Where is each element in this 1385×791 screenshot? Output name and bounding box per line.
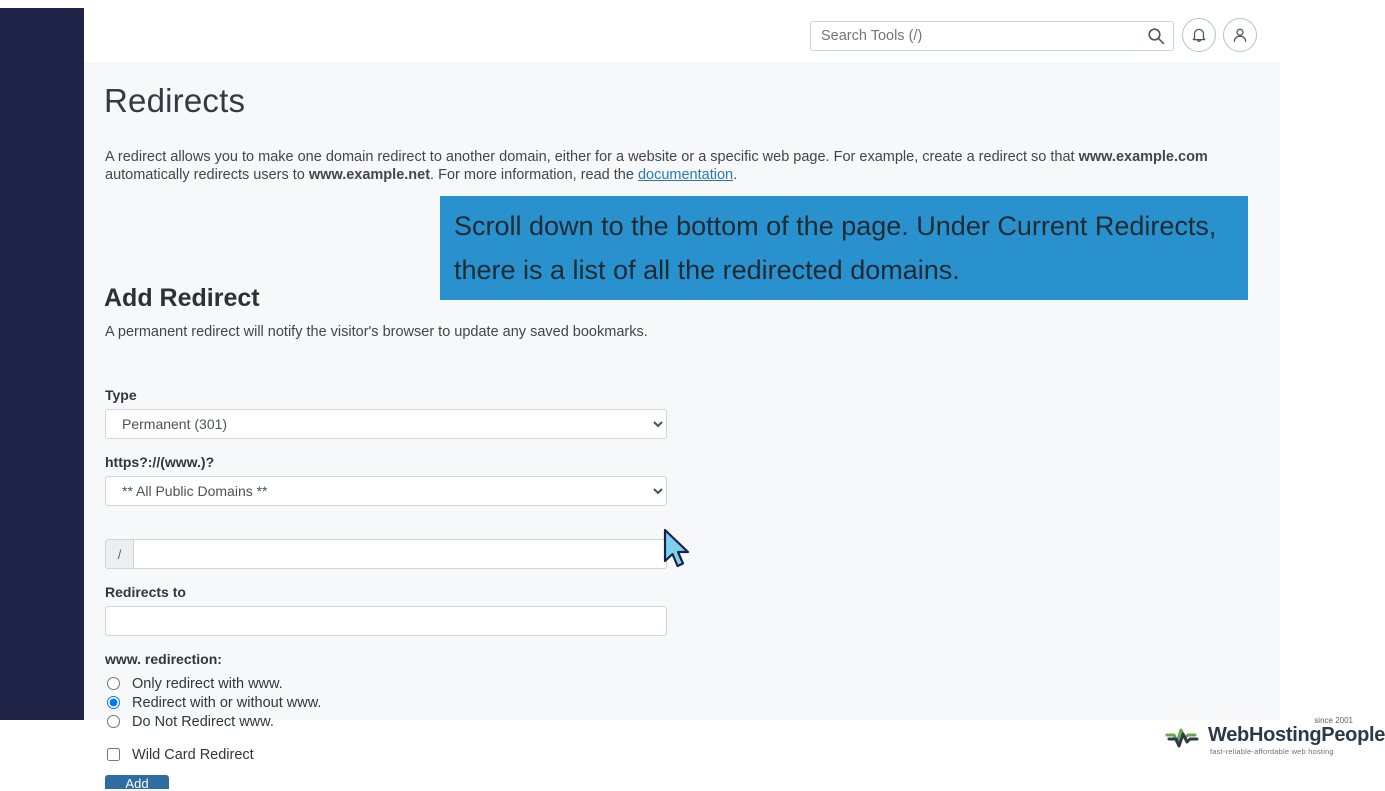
wildcard-redirect-checkbox-row[interactable] xyxy=(105,747,254,763)
label-www-redirection: www. redirection: xyxy=(105,651,222,667)
path-prefix-addon: / xyxy=(105,539,133,569)
wildcard-redirect-checkbox[interactable] xyxy=(107,748,120,761)
left-sidebar xyxy=(0,8,84,720)
intro-text-2: automatically redirects users to xyxy=(105,166,309,183)
logo-since-text: since 2001 xyxy=(1314,716,1353,725)
logo-tagline-text: fast-reliable-affordable web hosting xyxy=(1210,747,1334,756)
search-icon[interactable] xyxy=(1147,27,1165,45)
documentation-link[interactable]: documentation xyxy=(637,166,734,183)
radio-label-only-www: Only redirect with www. xyxy=(132,676,283,692)
radio-input-do-not-redirect[interactable] xyxy=(107,715,120,728)
intro-text-4: . xyxy=(733,166,738,183)
path-input-group xyxy=(105,539,667,569)
radio-label-with-or-without-www: Redirect with or without www. xyxy=(132,695,322,711)
radio-label-do-not-redirect: Do Not Redirect www. xyxy=(132,714,274,730)
intro-text-1: A redirect allows you to make one domain redirect to another domain, either for a website or a specific web page. For example, create a redirect so that xyxy=(105,149,1079,165)
webhostingpeople-logo xyxy=(1166,716,1385,764)
radio-do-not-redirect-www[interactable] xyxy=(105,714,274,730)
label-redirects-to: Redirects to xyxy=(105,584,186,600)
logo-name-text: WebHostingPeople xyxy=(1208,724,1385,746)
radio-only-with-www[interactable] xyxy=(105,676,283,692)
instruction-callout xyxy=(440,196,1248,300)
main-content xyxy=(84,62,1385,791)
radio-with-or-without-www[interactable] xyxy=(105,695,321,711)
user-icon xyxy=(1231,26,1249,44)
window-top-strip xyxy=(0,0,1280,8)
intro-domain-target: www.example.net xyxy=(308,166,431,183)
wildcard-redirect-label: Wild Card Redirect xyxy=(132,747,254,763)
redirects-to-input[interactable] xyxy=(105,606,667,636)
domain-select[interactable] xyxy=(105,476,667,506)
radio-input-with-or-without-www[interactable] xyxy=(107,696,120,709)
bell-icon xyxy=(1190,26,1208,44)
section-title-add-redirect: Add Redirect xyxy=(104,284,260,312)
instruction-callout-text: Scroll down to the bottom of the page. Under Current Redirects, there is a list of all the redirected domains. xyxy=(454,211,1217,285)
type-select[interactable] xyxy=(105,409,667,439)
page-title: Redirects xyxy=(104,82,246,119)
path-input[interactable] xyxy=(133,539,667,569)
intro-text-3: . For more information, read the xyxy=(430,166,638,183)
top-header-bar xyxy=(84,8,1280,63)
account-button[interactable] xyxy=(1223,18,1257,52)
section-description: A permanent redirect will notify the visitor's browser to update any saved bookmarks. xyxy=(105,324,648,340)
radio-input-only-www[interactable] xyxy=(107,677,120,690)
search-input[interactable] xyxy=(811,22,1141,50)
intro-paragraph xyxy=(105,149,1260,184)
search-box[interactable] xyxy=(810,21,1174,51)
notifications-button[interactable] xyxy=(1182,18,1216,52)
label-domain-scheme: https?://(www.)? xyxy=(105,454,215,470)
label-type: Type xyxy=(105,387,137,403)
add-redirect-button[interactable]: Add xyxy=(105,775,169,789)
logo-mark-icon xyxy=(1166,726,1202,750)
intro-domain-source: www.example.com xyxy=(1078,149,1208,165)
